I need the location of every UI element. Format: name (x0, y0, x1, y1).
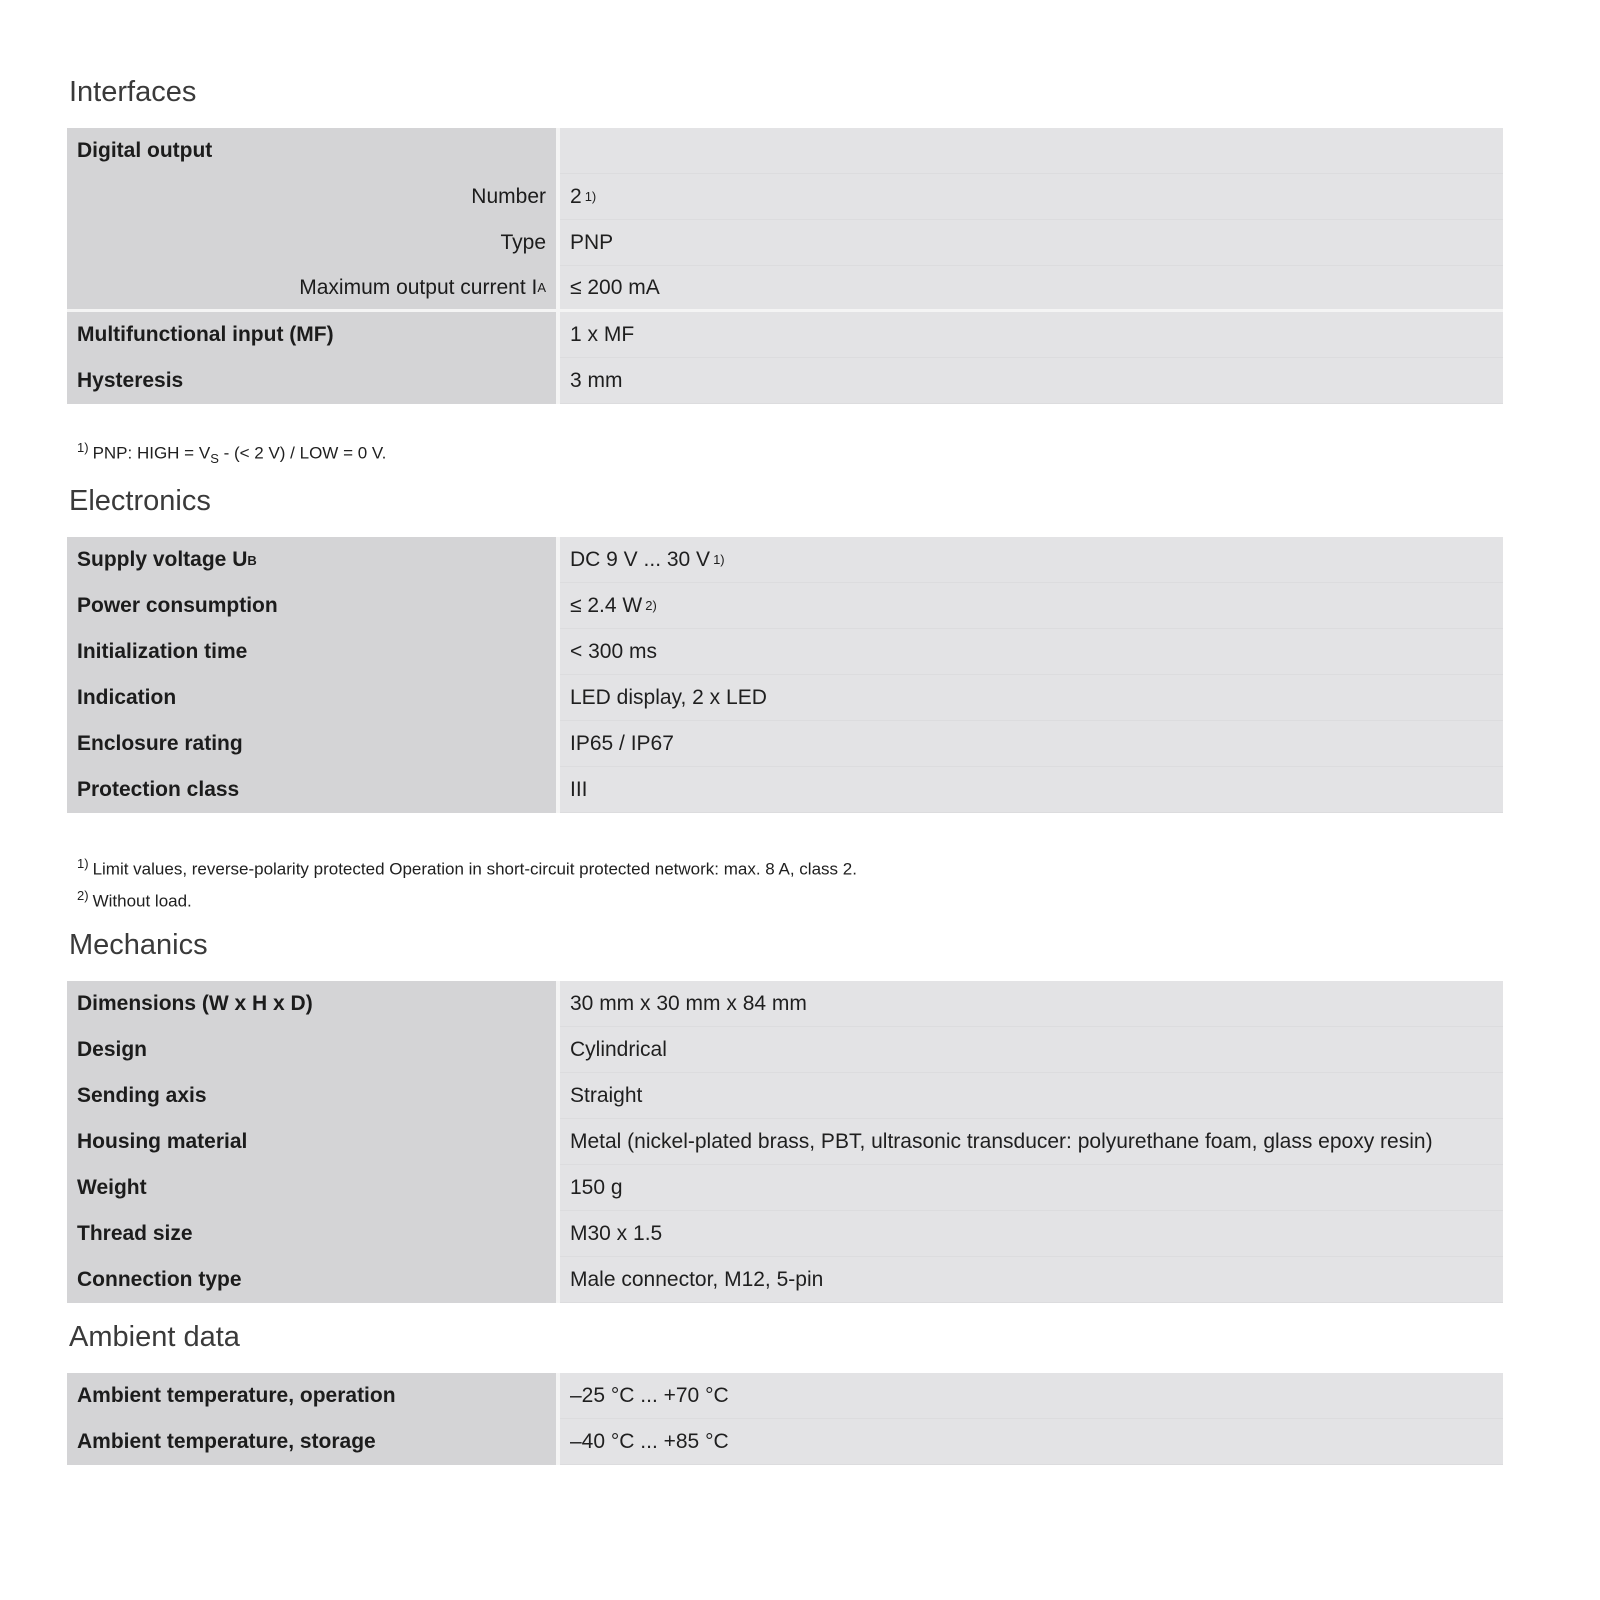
footnote-mark: 1) (77, 440, 89, 455)
row-label: Enclosure rating (67, 721, 560, 767)
interfaces-table (67, 128, 1503, 404)
ambient-table (67, 1373, 1503, 1465)
row-value: –40 °C ... +85 °C (560, 1419, 1503, 1465)
row-value: 1 x MF (560, 312, 1503, 358)
row-label: Sending axis (67, 1073, 560, 1119)
footnote (77, 856, 857, 880)
label-text: Maximum output current I (299, 275, 538, 299)
row-label: Hysteresis (67, 358, 560, 404)
value-text: 2 (570, 184, 582, 208)
footnote (77, 440, 386, 466)
row-value: M30 x 1.5 (560, 1211, 1503, 1257)
row-label: Type (67, 220, 560, 266)
row-label: Ambient temperature, operation (67, 1373, 560, 1419)
footnote-ref: 2) (645, 598, 657, 613)
footnote-text: PNP: HIGH = V (92, 443, 211, 463)
footnote-mark: 2) (77, 888, 89, 903)
row-value: 3 mm (560, 358, 1503, 404)
row-value: IP65 / IP67 (560, 721, 1503, 767)
footnote-ref: 1) (584, 189, 597, 204)
row-value: –25 °C ... +70 °C (560, 1373, 1503, 1419)
row-value (560, 128, 1503, 174)
row-value (560, 583, 1503, 629)
row-value (560, 174, 1503, 220)
footnote-text: Without load. (92, 891, 192, 911)
row-value: III (560, 767, 1503, 813)
row-value: Metal (nickel-plated brass, PBT, ultrasonic transducer: polyurethane foam, glass epoxy resin) (560, 1119, 1503, 1165)
row-label: Initialization time (67, 629, 560, 675)
row-value: Straight (560, 1073, 1503, 1119)
footnote-text-cont: - (< 2 V) / LOW = 0 V. (218, 443, 387, 463)
footnote-mark: 1) (77, 856, 89, 871)
row-value: Cylindrical (560, 1027, 1503, 1073)
electronics-table (67, 537, 1503, 813)
label-subscript: A (537, 280, 546, 295)
row-label (67, 537, 560, 583)
row-value: 150 g (560, 1165, 1503, 1211)
footnote-ref: 1) (713, 552, 725, 567)
section-title-electronics: Electronics (69, 485, 211, 517)
row-value: PNP (560, 220, 1503, 266)
row-label: Number (67, 174, 560, 220)
value-text: ≤ 2.4 W (570, 593, 643, 617)
footnote-subscript: S (210, 451, 219, 467)
label-subscript: B (247, 552, 257, 568)
row-label: Digital output (67, 128, 560, 174)
row-label: Indication (67, 675, 560, 721)
row-label: Design (67, 1027, 560, 1073)
section-title-ambient: Ambient data (69, 1321, 240, 1353)
row-value: Male connector, M12, 5-pin (560, 1257, 1503, 1303)
row-value: 30 mm x 30 mm x 84 mm (560, 981, 1503, 1027)
row-label: Housing material (67, 1119, 560, 1165)
row-value: LED display, 2 x LED (560, 675, 1503, 721)
row-label: Power consumption (67, 583, 560, 629)
row-label (67, 266, 560, 312)
footnote (77, 888, 192, 912)
row-label: Multifunctional input (MF) (67, 312, 560, 358)
mechanics-table (67, 981, 1503, 1303)
row-label: Connection type (67, 1257, 560, 1303)
row-value: < 300 ms (560, 629, 1503, 675)
section-title-mechanics: Mechanics (69, 929, 208, 961)
row-value (560, 537, 1503, 583)
value-text: DC 9 V ... 30 V (570, 547, 711, 571)
row-value: ≤ 200 mA (560, 266, 1503, 312)
section-title-interfaces: Interfaces (69, 76, 197, 108)
row-label: Weight (67, 1165, 560, 1211)
row-label: Thread size (67, 1211, 560, 1257)
label-text: Supply voltage U (77, 548, 248, 571)
row-label: Protection class (67, 767, 560, 813)
footnote-text: Limit values, reverse-polarity protected Operation in short-circuit protected network: max. 8 A, class 2. (92, 859, 857, 879)
row-label: Ambient temperature, storage (67, 1419, 560, 1465)
row-label: Dimensions (W x H x D) (67, 981, 560, 1027)
